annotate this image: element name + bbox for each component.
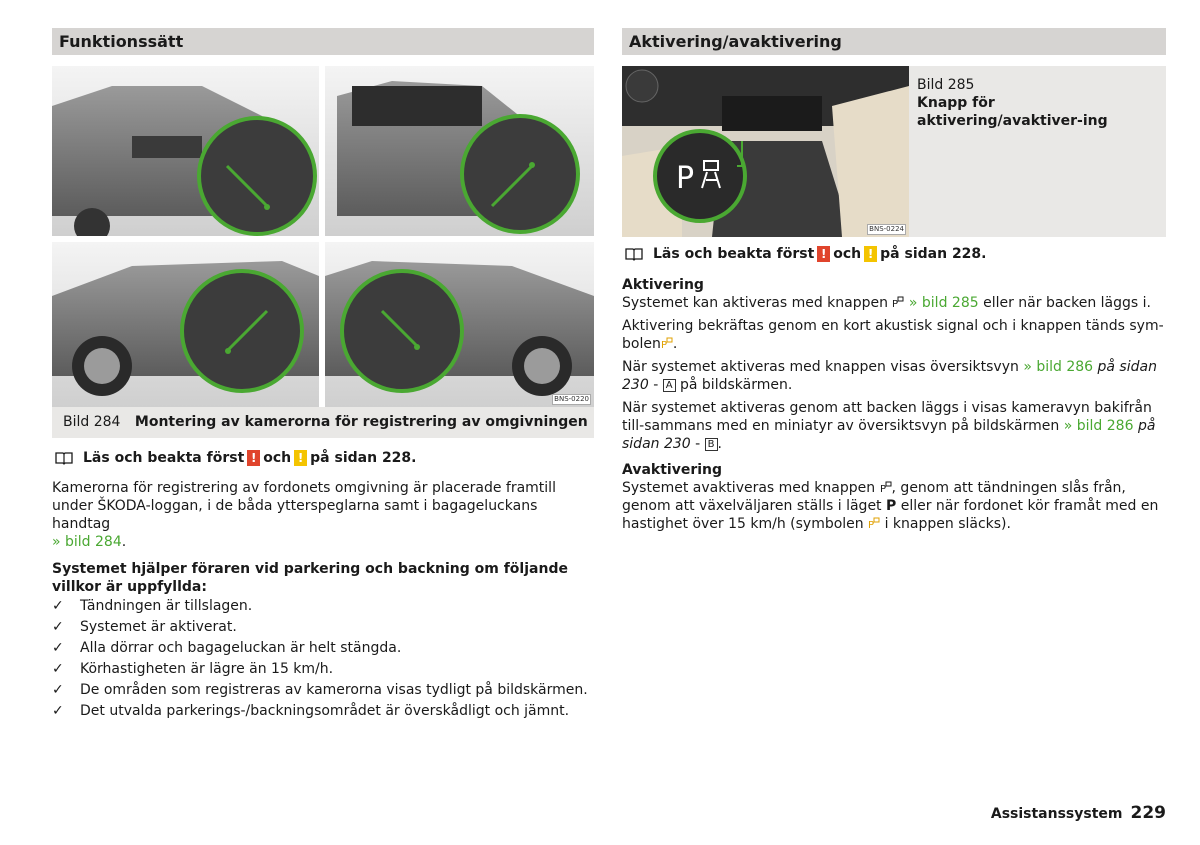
- figure-285: [622, 66, 1166, 237]
- list-item: [52, 659, 594, 680]
- warning-yellow-icon: !: [864, 246, 877, 262]
- button-location-illustration: [622, 66, 909, 237]
- text: eller när backen läggs i.: [983, 295, 1151, 311]
- check-icon: ✓: [52, 619, 64, 635]
- text: eller när fordonet kör framåt med en hastighet över 15 km/h (symbolen: [622, 498, 1159, 532]
- conditions-heading: Systemet hjälper föraren vid parkering och backning om följande villkor är uppfyllda:: [52, 561, 568, 595]
- text: När systemet aktiveras genom att backen läggs i visas kameravyn bakifrån till-sammans med en miniatyr av översiktsvyn på bildskärmen: [622, 400, 1152, 434]
- figure-284: [52, 66, 594, 438]
- list-item-text: Det utvalda parkerings-/backningsområdet är överskådligt och jämnt.: [80, 703, 570, 719]
- figure-number: Bild 285: [917, 77, 975, 93]
- page-footer: [991, 803, 1166, 823]
- figure-285-caption: [909, 66, 1166, 237]
- park-assist-icon: [892, 296, 904, 309]
- text: , genom att tändningen slås från, genom att växelväljaren ställs i läget: [622, 480, 1126, 514]
- intro-text: Kamerorna för registrering av fordonets omgivning är placerade framtill under ŠKODA-loggan, i de båda ytterspeglarna samt i bagageluckans handtag: [52, 480, 556, 532]
- gear-p: P: [886, 498, 897, 514]
- note-prefix: Läs och beakta först: [653, 246, 815, 262]
- view-a-marker: A: [663, 379, 676, 392]
- list-item: [52, 638, 594, 659]
- page-number: 229: [1130, 803, 1166, 823]
- list-item: [52, 596, 594, 617]
- warning-red-icon: !: [247, 450, 260, 466]
- bild-285-link[interactable]: » bild 285: [908, 295, 979, 311]
- intro-end: .: [121, 534, 127, 550]
- dash: -: [653, 377, 659, 393]
- figure-code: BNS-0220: [554, 395, 589, 403]
- text: Systemet avaktiveras med knappen: [622, 480, 876, 496]
- svg-text:P: P: [892, 299, 899, 309]
- camera-positions-illustration: [52, 66, 594, 407]
- figure-284-caption: [52, 407, 594, 438]
- section-heading-funktionssatt: Funktionssätt: [52, 28, 594, 55]
- note-suffix: på sidan 228.: [310, 450, 417, 466]
- deactivation-paragraph: [622, 479, 1166, 533]
- text: .: [672, 336, 678, 352]
- deactivation-heading: Avaktivering: [622, 462, 723, 478]
- bild-284-link[interactable]: » bild 284: [52, 534, 122, 550]
- activation-paragraph-4: [622, 399, 1166, 453]
- note-and: och: [263, 450, 292, 466]
- figure-title: Knapp för aktivering/avaktiver-ing: [917, 95, 1108, 129]
- check-icon: ✓: [52, 661, 64, 677]
- check-icon: ✓: [52, 703, 64, 719]
- text: Systemet kan aktiveras med knappen: [622, 295, 888, 311]
- activation-paragraph-2: [622, 317, 1166, 353]
- check-icon: ✓: [52, 640, 64, 656]
- list-item-text: De områden som registreras av kamerorna visas tydligt på bildskärmen.: [80, 682, 588, 698]
- note-suffix: på sidan 228.: [880, 246, 987, 262]
- intro-paragraph: [52, 479, 594, 551]
- list-item-text: Körhastigheten är lägre än 15 km/h.: [80, 661, 334, 677]
- conditions-list: [52, 596, 594, 722]
- figure-285-image: [622, 66, 909, 237]
- read-first-note: [52, 450, 594, 466]
- list-item-text: Alla dörrar och bagageluckan är helt stängda.: [80, 640, 402, 656]
- text: .: [717, 436, 722, 452]
- view-b-marker: B: [705, 438, 718, 451]
- page-ref: på sidan 230: [622, 359, 1157, 393]
- park-assist-lit-icon: [661, 337, 673, 350]
- section-heading-aktivering: Aktivering/avaktivering: [622, 28, 1166, 55]
- list-item: [52, 680, 594, 701]
- warning-yellow-icon: !: [294, 450, 307, 466]
- left-column: [52, 28, 594, 722]
- page-ref: på sidan 230: [622, 418, 1156, 452]
- note-and: och: [833, 246, 862, 262]
- dash: -: [695, 436, 701, 452]
- text: på bildskärmen.: [680, 377, 793, 393]
- bild-286-link[interactable]: » bild 286: [1063, 418, 1134, 434]
- svg-text:P: P: [676, 161, 695, 196]
- text: Aktivering bekräftas genom en kort akustisk signal och i knappen tänds sym-bolen: [622, 318, 1164, 352]
- right-column: [622, 28, 1166, 533]
- figure-code: BNS-0224: [869, 225, 904, 233]
- park-assist-lit-icon: [868, 517, 880, 530]
- activation-paragraph-1: [622, 294, 1166, 312]
- read-first-note: [622, 246, 1166, 262]
- svg-text:P: P: [879, 484, 886, 494]
- list-item: [52, 617, 594, 638]
- text: i knappen släcks).: [884, 516, 1011, 532]
- list-item: [52, 701, 594, 722]
- bild-286-link[interactable]: » bild 286: [1023, 359, 1094, 375]
- check-icon: ✓: [52, 682, 64, 698]
- figure-title: Montering av kamerorna för registrering av omgivningen: [134, 414, 588, 430]
- book-icon: [625, 247, 643, 261]
- warning-red-icon: !: [817, 246, 830, 262]
- activation-heading: Aktivering: [622, 277, 704, 293]
- svg-text:P: P: [868, 520, 875, 530]
- check-icon: ✓: [52, 598, 64, 614]
- park-assist-icon: [880, 481, 892, 494]
- activation-paragraph-3: [622, 358, 1166, 394]
- list-item-text: Systemet är aktiverat.: [80, 619, 237, 635]
- figure-284-image: [52, 66, 594, 407]
- svg-text:P: P: [660, 340, 667, 350]
- note-prefix: Läs och beakta först: [83, 450, 245, 466]
- book-icon: [55, 451, 73, 465]
- figure-number: Bild 284: [63, 414, 121, 430]
- footer-section: Assistanssystem: [990, 806, 1123, 822]
- text: När systemet aktiveras med knappen visas översiktsvyn: [622, 359, 1019, 375]
- list-item-text: Tändningen är tillslagen.: [80, 598, 253, 614]
